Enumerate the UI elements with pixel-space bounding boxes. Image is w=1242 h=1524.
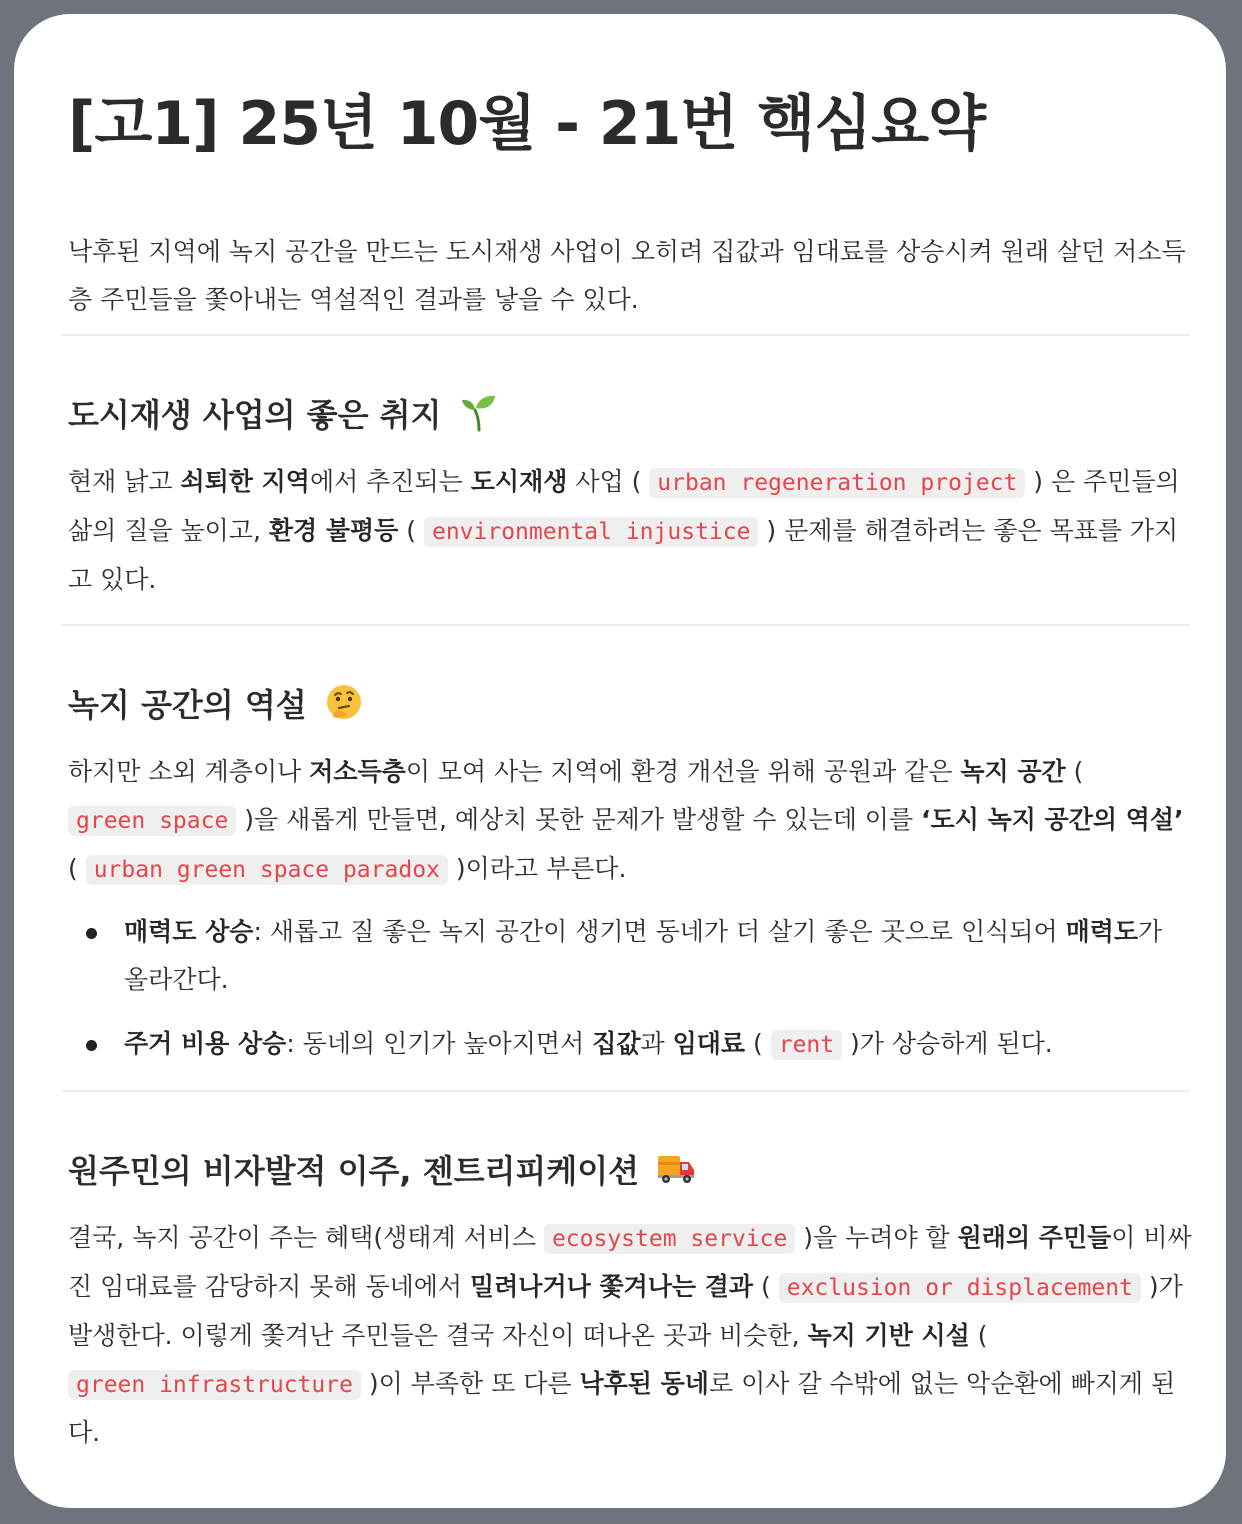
text: 에서 추진되는: [309, 467, 471, 496]
text: )가 상승하게 된다.: [842, 1029, 1053, 1058]
seedling-icon: [459, 392, 499, 432]
bold-text: ‘도시 녹지 공간의 역설’: [921, 805, 1184, 834]
divider: [62, 1090, 1190, 1092]
text: (: [745, 1029, 771, 1058]
english-term: ecosystem service: [544, 1224, 795, 1254]
section-heading-text: 녹지 공간의 역설: [68, 686, 307, 724]
text: )가 발생한다. 이렇게 쫓겨난 주민들은 결국 자신이 떠나온 곳과 비슷한,: [68, 1272, 1183, 1350]
section-heading-text: 원주민의 비자발적 이주, 젠트리피케이션: [68, 1152, 640, 1190]
section-3-paragraph: [68, 1214, 1193, 1457]
divider: [62, 334, 1190, 336]
bullet-list: [68, 908, 1193, 1085]
section-2-paragraph: [68, 748, 1193, 894]
text: (: [753, 1272, 779, 1301]
bold-text: 환경 불평등: [268, 516, 399, 545]
text: : 동네의 인기가 높아지면서: [286, 1029, 593, 1058]
text: (: [969, 1321, 988, 1350]
bold-text: 집값: [592, 1029, 641, 1058]
text: )이 부족한 또 다른: [360, 1369, 580, 1398]
text: (: [68, 854, 86, 883]
text: ) 문제를 해결하려는 좋은 목표를 가지고 있다.: [68, 516, 1179, 594]
text: 가 올라간다.: [124, 917, 1163, 994]
bold-text: 낙후된 동네: [579, 1369, 709, 1398]
bold-text: 녹지 공간: [960, 757, 1066, 786]
text: 결국, 녹지 공간이 주는 혜택(생태계 서비스: [68, 1223, 544, 1252]
text: )이라고 부른다.: [447, 854, 627, 883]
bold-text: 주거 비용 상승: [124, 1029, 287, 1058]
section-heading-goal: [68, 392, 499, 437]
bold-text: 밀려나거나 쫓겨나는 결과: [470, 1272, 754, 1301]
section-heading-gentrification: [68, 1148, 696, 1193]
section-heading-paradox: [68, 682, 364, 727]
bold-text: 매력도: [1065, 917, 1139, 946]
delivery-truck-icon: [656, 1148, 696, 1188]
list-item: [68, 1020, 1193, 1069]
thinking-face-icon: [324, 682, 364, 722]
text: 하지만 소외 계층이나: [68, 757, 310, 786]
content-card: [14, 14, 1226, 1508]
bullet-dot-icon: [86, 1040, 97, 1051]
section-1-paragraph: [68, 458, 1193, 604]
bold-text: 쇠퇴한 지역: [180, 467, 310, 496]
english-term: exclusion or displacement: [779, 1273, 1141, 1303]
text: 이 비싸진 임대료를 감당하지 못해 동네에서: [68, 1223, 1192, 1301]
text: )을 새롭게 만들면, 예상치 못한 문제가 발생할 수 있는데 이를: [236, 805, 922, 834]
english-term: green space: [68, 806, 236, 836]
english-term: green infrastructure: [68, 1370, 361, 1400]
text: )을 누려야 할: [795, 1223, 958, 1252]
english-term: urban green space paradox: [86, 855, 448, 885]
text: : 새롭고 질 좋은 녹지 공간이 생기면 동네가 더 살기 좋은 곳으로 인식되어: [253, 917, 1066, 946]
english-term: urban regeneration project: [649, 468, 1025, 498]
english-term: environmental injustice: [424, 517, 759, 547]
text: 이 모여 사는 지역에 환경 개선을 위해 공원과 같은: [405, 757, 961, 786]
page-title: [고1] 25년 10월 - 21번 핵심요약: [68, 89, 986, 159]
section-heading-text: 도시재생 사업의 좋은 취지: [68, 396, 442, 434]
bold-text: 도시재생: [470, 467, 568, 496]
bullet-dot-icon: [86, 928, 97, 939]
text: (: [1065, 757, 1084, 786]
bold-text: 저소득층: [309, 757, 406, 786]
text: ) 은 주민들의 삶의 질을 높이고,: [68, 467, 1180, 545]
bold-text: 원래의 주민들: [957, 1223, 1112, 1252]
bold-text: 매력도 상승: [124, 917, 254, 946]
list-item: [68, 908, 1193, 1004]
text: 과: [640, 1029, 673, 1058]
divider: [62, 624, 1190, 626]
text: 현재 낡고: [68, 467, 181, 496]
text: 사업 (: [567, 467, 650, 496]
bold-text: 임대료: [672, 1029, 746, 1058]
summary-paragraph: 낙후된 지역에 녹지 공간을 만드는 도시재생 사업이 오히려 집값과 임대료를 상승시켜 원래 살던 저소득층 주민들을 쫓아내는 역설적인 결과를 낳을 수 있다.: [68, 237, 1186, 314]
english-term: rent: [771, 1030, 842, 1060]
bold-text: 녹지 기반 시설: [807, 1321, 970, 1350]
text: 로 이사 갈 수밖에 없는 악순환에 빠지게 된다.: [68, 1369, 1176, 1447]
text: (: [398, 516, 424, 545]
